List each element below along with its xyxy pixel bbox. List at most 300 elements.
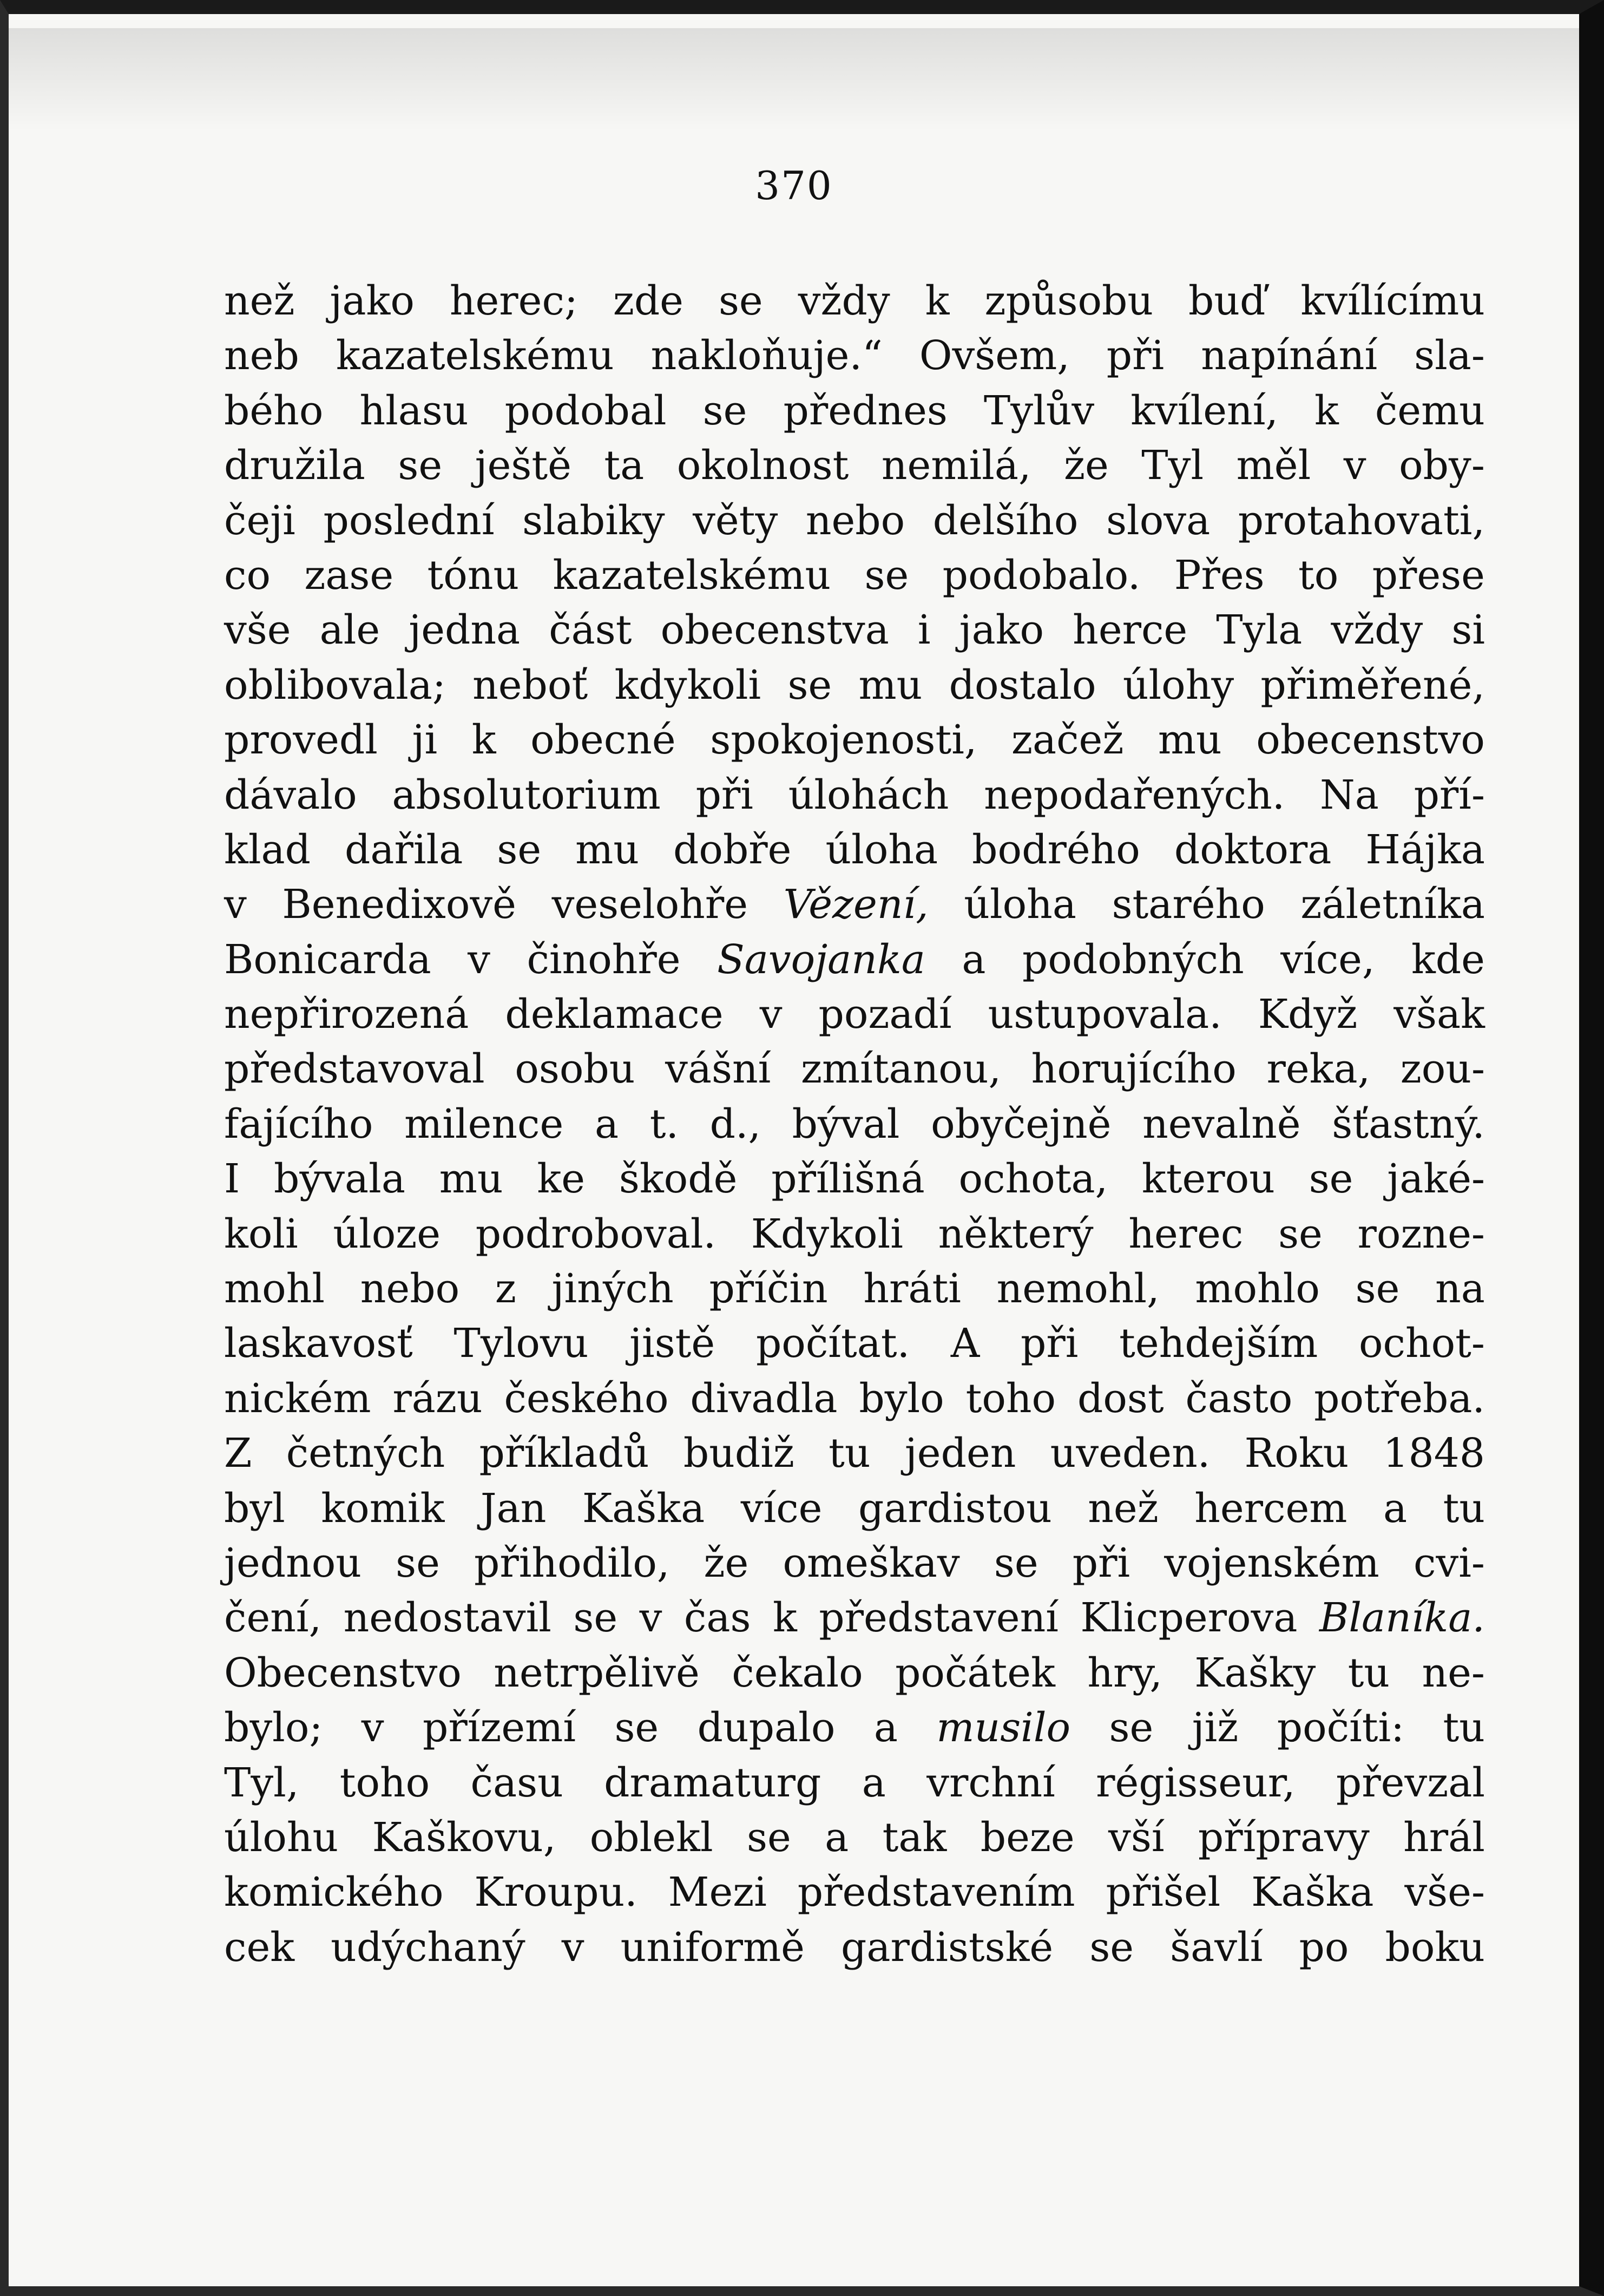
- word: v: [639, 1595, 662, 1642]
- word: nebo: [805, 497, 905, 544]
- word: vše: [224, 607, 291, 654]
- word: kterou: [1141, 1156, 1275, 1203]
- word: starého: [1112, 881, 1265, 928]
- word: cek: [224, 1924, 295, 1971]
- word: vrchní: [926, 1759, 1055, 1806]
- word: budiž: [683, 1430, 794, 1477]
- word: přiměřené,: [1260, 661, 1485, 709]
- word: Kaškovu,: [372, 1814, 556, 1861]
- word: že: [1063, 442, 1109, 489]
- word: bylo: [859, 1375, 944, 1422]
- text-line: [224, 713, 1485, 767]
- word: napínání: [1201, 332, 1378, 379]
- word: již: [1192, 1704, 1239, 1751]
- word: ochot-: [1358, 1320, 1485, 1367]
- word: nepřirozená: [224, 991, 469, 1038]
- text-line: [224, 603, 1485, 658]
- word: v: [361, 1704, 384, 1751]
- word: než: [224, 278, 295, 324]
- word: obecné: [530, 717, 676, 764]
- word: po: [1299, 1924, 1349, 1971]
- word: Tyla: [1216, 607, 1303, 654]
- word: často: [1185, 1375, 1293, 1422]
- word: představením: [797, 1869, 1075, 1916]
- word: k: [772, 1595, 797, 1642]
- text-line: [224, 1152, 1485, 1206]
- word: gardistské: [841, 1924, 1054, 1971]
- text-line: [224, 1481, 1485, 1536]
- word: k: [925, 278, 950, 324]
- word: sla-: [1414, 332, 1485, 379]
- word: a: [1383, 1485, 1408, 1532]
- word: a: [962, 936, 986, 983]
- word: tehdejším: [1119, 1320, 1318, 1367]
- word: více,: [1280, 936, 1375, 983]
- word: protahovati,: [1238, 497, 1485, 544]
- word: se: [398, 442, 443, 489]
- word: oblibovala;: [224, 661, 446, 709]
- word: mohl: [224, 1265, 325, 1313]
- word: se: [573, 1595, 618, 1642]
- word: Benedixově: [282, 881, 516, 928]
- word: horujícího: [1031, 1046, 1237, 1093]
- word: více: [740, 1485, 823, 1532]
- word: A: [950, 1320, 980, 1367]
- word: a: [873, 1704, 898, 1751]
- word: příkladů: [479, 1430, 649, 1477]
- word: 1848: [1383, 1430, 1485, 1477]
- word: podobalo.: [942, 552, 1141, 599]
- word: veselohře: [551, 881, 748, 928]
- word: potřeba.: [1314, 1375, 1485, 1422]
- word: jeden: [904, 1430, 1016, 1477]
- word: jiných: [551, 1265, 674, 1313]
- word: klad: [224, 826, 311, 873]
- word: ustupovala.: [988, 991, 1222, 1038]
- word: se: [1278, 1210, 1323, 1257]
- word: mu: [439, 1156, 503, 1203]
- word: toho: [339, 1759, 430, 1806]
- word: komik: [321, 1485, 445, 1532]
- word: provedl: [224, 717, 378, 764]
- word: času: [470, 1759, 563, 1806]
- word: dupalo: [697, 1704, 836, 1751]
- word: Tyl: [1141, 442, 1204, 489]
- word: Kroupu.: [474, 1869, 637, 1916]
- text-line: [224, 329, 1485, 383]
- page-number: 370: [755, 163, 833, 208]
- word: vší: [1108, 1814, 1165, 1861]
- word: laskavosť: [224, 1320, 413, 1367]
- italic-word: musilo: [936, 1704, 1071, 1751]
- word: Když: [1258, 991, 1358, 1038]
- word: počátek: [895, 1649, 1055, 1696]
- word: podobal: [504, 387, 667, 434]
- word: z: [495, 1265, 516, 1313]
- word: úlohy: [1122, 661, 1234, 709]
- word: a: [862, 1759, 886, 1806]
- word: tu: [1443, 1485, 1485, 1532]
- body-text: [224, 274, 1485, 1975]
- word: Tylův: [983, 387, 1095, 434]
- word: počítat.: [755, 1320, 910, 1367]
- word: milence: [404, 1100, 564, 1147]
- word: družila: [224, 442, 365, 489]
- text-line: [224, 1207, 1485, 1262]
- text-line: [224, 494, 1485, 548]
- word: převzal: [1336, 1759, 1485, 1806]
- text-line: [224, 1810, 1485, 1865]
- word: kdykoli: [614, 661, 761, 709]
- word: šavlí: [1170, 1924, 1263, 1971]
- word: čas: [683, 1595, 751, 1642]
- word: régisseur,: [1096, 1759, 1296, 1806]
- word: nickém: [224, 1375, 371, 1422]
- word: dávalo: [224, 771, 357, 818]
- word: vojenském: [1164, 1539, 1379, 1586]
- word: vždy: [1331, 607, 1423, 654]
- word: v: [224, 881, 247, 928]
- word: při: [1106, 332, 1165, 379]
- word: co: [224, 552, 271, 599]
- word: bého: [224, 387, 324, 434]
- word: ochota,: [958, 1156, 1108, 1203]
- word: tónu: [427, 552, 520, 599]
- word: vše-: [1404, 1869, 1485, 1916]
- word: jaké-: [1387, 1156, 1485, 1203]
- word: přípravy: [1198, 1814, 1370, 1861]
- word: dramaturg: [604, 1759, 821, 1806]
- word: jedna: [409, 607, 521, 654]
- word: nepodařených.: [984, 771, 1285, 818]
- word: úloze: [333, 1210, 441, 1257]
- word: ale: [319, 607, 380, 654]
- word: hry,: [1087, 1649, 1162, 1696]
- word: v: [1343, 442, 1366, 489]
- word: přišel: [1106, 1869, 1221, 1916]
- word: činohře: [527, 936, 681, 983]
- word: doktora: [1174, 826, 1332, 873]
- word: podroboval.: [475, 1210, 716, 1257]
- word: kazatelskému: [336, 332, 614, 379]
- word: část: [549, 607, 632, 654]
- word: býval: [792, 1100, 900, 1147]
- word: se: [396, 1539, 440, 1586]
- word: zde: [613, 278, 683, 324]
- word: nemohl,: [996, 1265, 1160, 1313]
- word: zase: [304, 552, 394, 599]
- text-line: [224, 877, 1485, 932]
- italic-word: Blaníka.: [1319, 1595, 1485, 1642]
- word: zou-: [1400, 1046, 1485, 1093]
- word: čeji: [224, 497, 295, 544]
- word: t.: [649, 1100, 679, 1147]
- word: ještě: [475, 442, 571, 489]
- text-line: [224, 768, 1485, 823]
- word: nakloňuje.“: [650, 332, 883, 379]
- text-line: [224, 823, 1485, 877]
- word: přednes: [783, 387, 948, 434]
- word: reka,: [1266, 1046, 1371, 1093]
- word: Tyl,: [224, 1759, 299, 1806]
- text-line: [224, 384, 1485, 438]
- word: jednou: [224, 1539, 361, 1586]
- word: Tylovu: [453, 1320, 589, 1367]
- text-line: [224, 1262, 1485, 1316]
- word: k: [471, 717, 496, 764]
- word: rázu: [392, 1375, 483, 1422]
- word: nemilá,: [881, 442, 1031, 489]
- word: v: [561, 1924, 584, 1971]
- word: ji: [412, 717, 438, 764]
- word: hlasu: [359, 387, 469, 434]
- word: mohlo: [1195, 1265, 1320, 1313]
- word: na: [1435, 1265, 1485, 1313]
- word: se: [746, 1814, 791, 1861]
- word: koli: [224, 1210, 298, 1257]
- word: se: [994, 1539, 1038, 1586]
- word: beze: [980, 1814, 1075, 1861]
- text-line: [224, 1316, 1485, 1371]
- word: Kdykoli: [751, 1210, 903, 1257]
- word: a: [825, 1814, 849, 1861]
- word: okolnost: [676, 442, 849, 489]
- text-line: [224, 658, 1485, 713]
- word: přese: [1372, 552, 1485, 599]
- word: se: [1089, 1924, 1134, 1971]
- word: neb: [224, 332, 299, 379]
- word: některý: [938, 1210, 1094, 1257]
- word: kvílení,: [1130, 387, 1278, 434]
- word: bývala: [274, 1156, 405, 1203]
- word: vášní: [665, 1046, 771, 1093]
- word: i: [917, 607, 931, 654]
- word: Jan: [480, 1485, 547, 1532]
- word: přihodilo,: [474, 1539, 670, 1586]
- word: spokojenosti,: [710, 717, 977, 764]
- word: rozne-: [1357, 1210, 1485, 1257]
- word: mu: [575, 826, 639, 873]
- text-line: [224, 1591, 1485, 1645]
- word: komického: [224, 1869, 444, 1916]
- text-line: [224, 1701, 1485, 1755]
- word: podobných: [1022, 936, 1244, 983]
- text-line: [224, 1042, 1485, 1097]
- word: při: [1020, 1320, 1079, 1367]
- word: herec;: [449, 278, 578, 324]
- word: představoval: [224, 1046, 485, 1093]
- word: záletníka: [1300, 881, 1485, 928]
- word: Ovšem,: [919, 332, 1070, 379]
- word: že: [704, 1539, 749, 1586]
- word: však: [1393, 991, 1485, 1038]
- word: kvílícímu: [1300, 278, 1485, 324]
- word: bylo;: [224, 1704, 323, 1751]
- word: se: [1355, 1265, 1400, 1313]
- word: poslední: [323, 497, 495, 544]
- word: fajícího: [224, 1100, 373, 1147]
- word: oblekl: [589, 1814, 713, 1861]
- text-line: [224, 274, 1485, 329]
- word: v: [759, 991, 783, 1038]
- word: než: [1088, 1485, 1159, 1532]
- word: čemu: [1375, 387, 1485, 434]
- word: mu: [1158, 717, 1222, 764]
- word: začež: [1011, 717, 1124, 764]
- word: cvi-: [1413, 1539, 1485, 1586]
- word: kazatelskému: [553, 552, 831, 599]
- word: se: [702, 387, 747, 434]
- word: slova: [1106, 497, 1211, 544]
- word: představení: [819, 1595, 1059, 1642]
- word: toho: [965, 1375, 1056, 1422]
- word: boku: [1385, 1924, 1485, 1971]
- word: při: [1072, 1539, 1130, 1586]
- word: Bonicarda: [224, 936, 431, 983]
- word: herec: [1128, 1210, 1244, 1257]
- word: jistě: [629, 1320, 715, 1367]
- word: si: [1451, 607, 1485, 654]
- word: Z: [224, 1430, 252, 1477]
- word: šťastný.: [1332, 1100, 1485, 1147]
- word: čekalo: [732, 1649, 863, 1696]
- word: úlohu: [224, 1814, 339, 1861]
- word: Obecenstvo: [224, 1649, 462, 1696]
- word: škodě: [619, 1156, 738, 1203]
- word: se: [1309, 1156, 1353, 1203]
- word: se: [864, 552, 909, 599]
- word: obecenstva: [660, 607, 889, 654]
- word: obyčejně: [931, 1100, 1112, 1147]
- text-line: [224, 1097, 1485, 1152]
- word: oby-: [1399, 442, 1485, 489]
- word: tak: [882, 1814, 947, 1861]
- word: kde: [1411, 936, 1485, 983]
- italic-word: Vězení,: [783, 881, 929, 928]
- word: ne-: [1422, 1649, 1485, 1696]
- word: Hájka: [1365, 826, 1485, 873]
- text-line: [224, 987, 1485, 1042]
- text-line: [224, 1426, 1485, 1481]
- word: pří-: [1414, 771, 1485, 818]
- text-line: [224, 1756, 1485, 1810]
- word: udýchaný: [331, 1924, 525, 1971]
- word: jako: [959, 607, 1044, 654]
- word: hercem: [1194, 1485, 1347, 1532]
- word: věty: [693, 497, 778, 544]
- text-line: [224, 1372, 1485, 1426]
- word: I: [224, 1156, 240, 1203]
- text-line: [224, 438, 1485, 493]
- word: Přes: [1174, 552, 1265, 599]
- word: se: [497, 826, 542, 873]
- word: dařila: [345, 826, 463, 873]
- text-line: [224, 1646, 1485, 1701]
- word: uveden.: [1050, 1430, 1211, 1477]
- word: hráti: [863, 1265, 961, 1313]
- word: se: [718, 278, 763, 324]
- text-line: [224, 548, 1485, 603]
- word: delšího: [932, 497, 1079, 544]
- text-line: [224, 933, 1485, 987]
- word: Kaška: [582, 1485, 705, 1532]
- word: příčin: [709, 1265, 828, 1313]
- word: v: [468, 936, 490, 983]
- word: Na: [1319, 771, 1379, 818]
- word: nedostavil: [343, 1595, 551, 1642]
- word: měl: [1236, 442, 1311, 489]
- word: Roku: [1244, 1430, 1349, 1477]
- word: způsobu: [984, 278, 1154, 324]
- word: omeškav: [783, 1539, 960, 1586]
- word: tu: [829, 1430, 871, 1477]
- word: dostalo: [949, 661, 1096, 709]
- word: tu: [1347, 1649, 1390, 1696]
- word: deklamace: [505, 991, 724, 1038]
- word: se: [787, 661, 832, 709]
- word: úlohách: [788, 771, 949, 818]
- word: herce: [1073, 607, 1188, 654]
- word: hrál: [1403, 1814, 1485, 1861]
- word: a: [594, 1100, 619, 1147]
- word: ta: [604, 442, 645, 489]
- text-line: [224, 1536, 1485, 1591]
- word: obecenstvo: [1256, 717, 1485, 764]
- word: počíti:: [1277, 1704, 1405, 1751]
- word: d.,: [709, 1100, 761, 1147]
- word: nevalně: [1142, 1100, 1301, 1147]
- word: buď: [1188, 278, 1266, 324]
- word: slabiky: [522, 497, 665, 544]
- word: četných: [286, 1430, 445, 1477]
- word: nebo: [360, 1265, 460, 1313]
- word: uniformě: [620, 1924, 805, 1971]
- word: přízemí: [422, 1704, 576, 1751]
- word: vždy: [798, 278, 890, 324]
- word: Mezi: [668, 1869, 767, 1916]
- word: bodrého: [972, 826, 1140, 873]
- word: zmítanou,: [800, 1046, 1002, 1093]
- word: úloha: [825, 826, 938, 873]
- word: neboť: [472, 661, 588, 709]
- word: Kaška: [1251, 1869, 1374, 1916]
- word: gardistou: [858, 1485, 1052, 1532]
- word: osobu: [515, 1046, 635, 1093]
- word: mu: [858, 661, 923, 709]
- word: k: [1314, 387, 1339, 434]
- word: absolutorium: [392, 771, 661, 818]
- word: čení,: [224, 1595, 322, 1642]
- italic-word: Savojanka: [717, 936, 925, 983]
- word: při: [695, 771, 753, 818]
- word: pozadí: [818, 991, 952, 1038]
- word: Kašky: [1194, 1649, 1316, 1696]
- word: Klicperova: [1080, 1595, 1298, 1642]
- scan-shadow: [9, 28, 1579, 131]
- word: to: [1298, 552, 1339, 599]
- word: jako: [330, 278, 415, 324]
- word: se: [1109, 1704, 1154, 1751]
- word: ke: [537, 1156, 586, 1203]
- word: českého: [504, 1375, 669, 1422]
- word: přílišná: [771, 1156, 925, 1203]
- word: úloha: [964, 881, 1076, 928]
- word: dobře: [673, 826, 792, 873]
- word: dost: [1077, 1375, 1164, 1422]
- word: tu: [1443, 1704, 1485, 1751]
- word: divadla: [690, 1375, 838, 1422]
- word: byl: [224, 1485, 285, 1532]
